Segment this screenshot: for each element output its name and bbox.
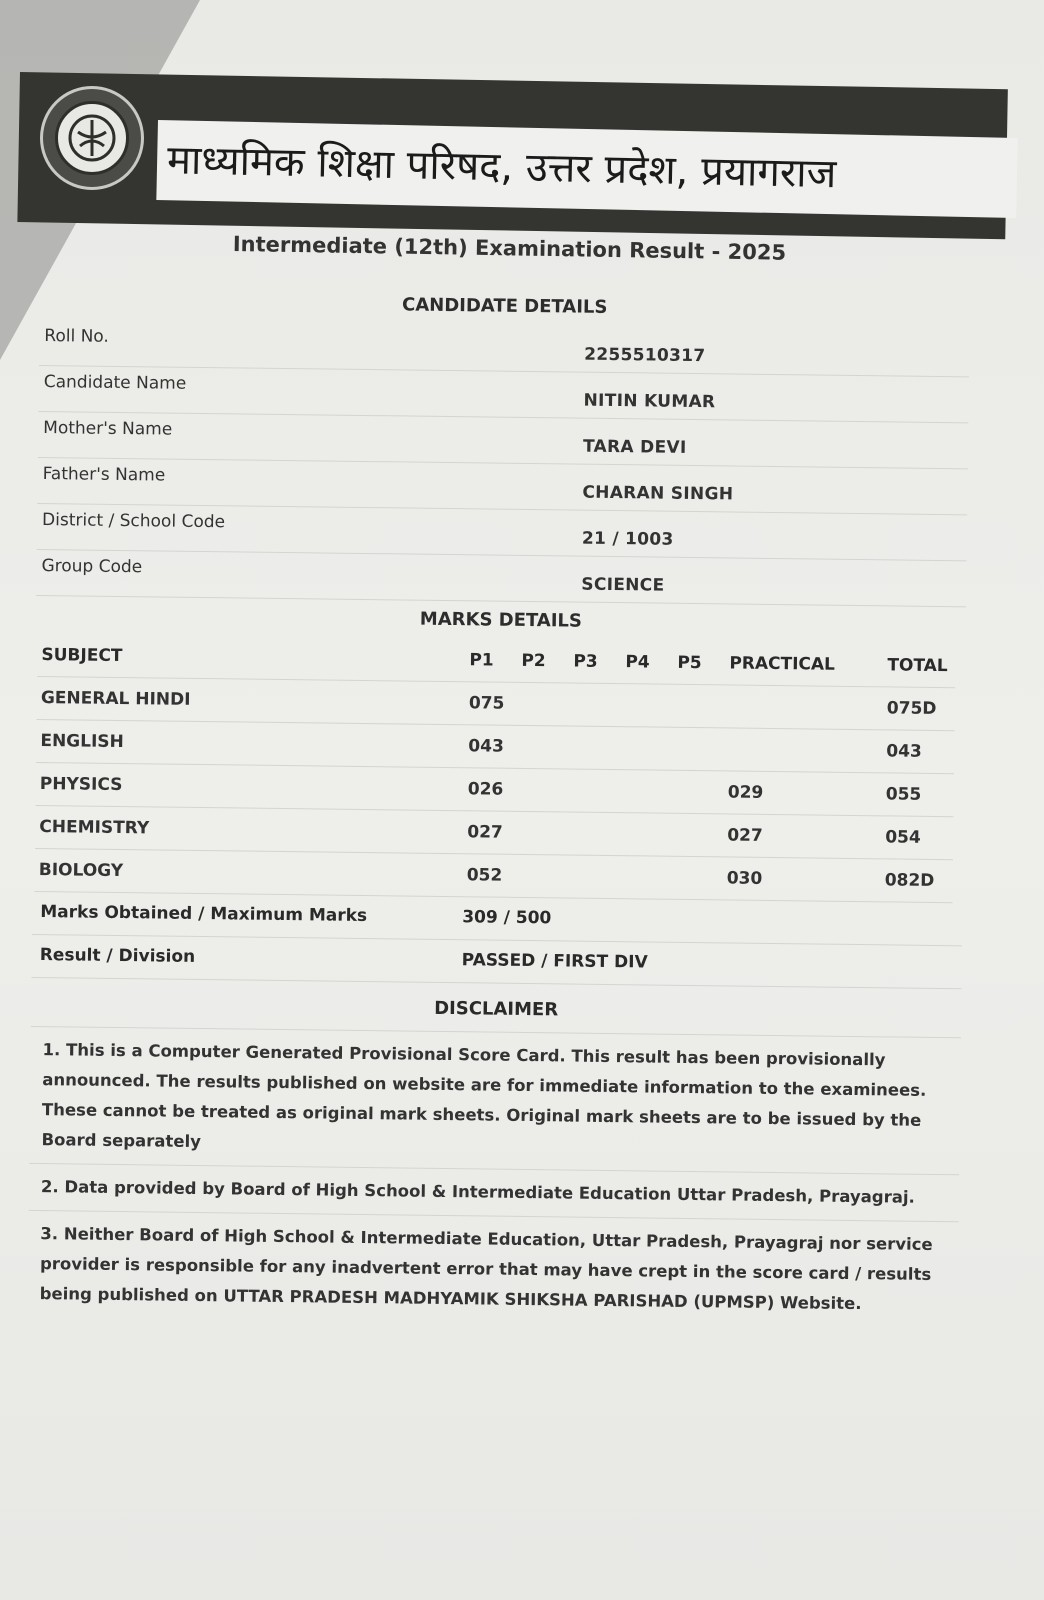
disclaimer-item: 1. This is a Computer Generated Provisional Score Card. This result has been provisionally announced. The results published on website are for immediate information to the examinees. These cannot be treated as original mark sheets. Original mark sheets are to be issued by the Board separately xyxy=(29,1027,961,1175)
board-title-hindi: माध्यमिक शिक्षा परिषद, उत्तर प्रदेश, प्रयागराज xyxy=(156,120,1017,218)
marks-details-heading: MARKS DETAILS xyxy=(419,608,583,632)
cell-p5 xyxy=(671,813,724,857)
cell-p1: 075 xyxy=(465,682,518,726)
cell-subject: ENGLISH xyxy=(36,719,464,767)
cell-p3 xyxy=(567,812,620,856)
cell-subject: GENERAL HINDI xyxy=(37,676,465,724)
cell-practical: 030 xyxy=(723,857,882,902)
detail-label: Mother's Name xyxy=(43,418,173,440)
detail-value: 2255510317 xyxy=(584,344,706,367)
detail-value: CHARAN SINGH xyxy=(582,482,734,505)
cell-p2 xyxy=(516,768,569,812)
cell-practical xyxy=(725,685,884,730)
detail-label: Group Code xyxy=(41,556,143,578)
cell-total: 054 xyxy=(881,816,954,860)
header-p2: P2 xyxy=(517,640,570,683)
header-p3: P3 xyxy=(569,640,622,683)
emblem-inner xyxy=(55,101,129,175)
cell-p2 xyxy=(517,682,570,726)
header-p4: P4 xyxy=(621,641,674,684)
cell-total: 043 xyxy=(882,730,955,774)
cell-p2 xyxy=(515,811,568,855)
cell-subject: CHEMISTRY xyxy=(35,805,463,853)
cell-p1: 027 xyxy=(463,811,516,855)
cell-practical xyxy=(724,728,883,773)
exam-title: Intermediate (12th) Examination Result - 2025 xyxy=(232,232,787,265)
cell-p2 xyxy=(515,854,568,898)
marks-obtained-value: 309 / 500 xyxy=(462,907,552,929)
detail-label: District / School Code xyxy=(41,510,226,533)
cell-p5 xyxy=(672,727,725,771)
cell-practical: 027 xyxy=(723,814,882,859)
disclaimer-heading: DISCLAIMER xyxy=(31,982,961,1038)
cell-p2 xyxy=(516,725,569,769)
cell-p3 xyxy=(568,726,621,770)
cell-total: 075D xyxy=(883,687,956,731)
detail-value: NITIN KUMAR xyxy=(583,390,716,413)
cell-p3 xyxy=(569,683,622,727)
disclaimer-item: 3. Neither Board of High School & Intermediate Education, Uttar Pradesh, Prayagraj nor service provider is responsible for any inadvertent error that may have crept in the score card / results being published on UTTAR PRADESH MADHYAMIK SHIKSHA PARISHAD (UPMSP) Website. xyxy=(39,1224,933,1314)
cell-p1: 043 xyxy=(464,725,517,769)
detail-value: TARA DEVI xyxy=(582,436,687,458)
cell-total: 055 xyxy=(882,773,955,817)
cell-p1: 052 xyxy=(463,854,516,898)
cell-p1: 026 xyxy=(464,768,517,812)
cell-p4 xyxy=(620,770,673,814)
result-division-label: Result / Division xyxy=(39,945,196,967)
cell-p4 xyxy=(621,684,674,728)
detail-label: Candidate Name xyxy=(43,372,187,394)
cell-p3 xyxy=(568,769,621,813)
cell-p4 xyxy=(619,856,672,900)
header-subject: SUBJECT xyxy=(37,634,465,682)
cell-total: 082D xyxy=(880,859,953,903)
detail-value: 21 / 1003 xyxy=(581,528,674,550)
header-p1: P1 xyxy=(465,639,518,682)
cell-subject: PHYSICS xyxy=(36,762,464,810)
candidate-details-heading: CANDIDATE DETAILS xyxy=(401,294,608,318)
cell-p5 xyxy=(673,684,726,728)
cell-subject: BIOLOGY xyxy=(35,848,463,896)
cell-p5 xyxy=(672,770,725,814)
disclaimer-item: 2. Data provided by Board of High School & Intermediate Education Uttar Pradesh, Prayagraj. xyxy=(29,1164,960,1222)
detail-value: SCIENCE xyxy=(581,574,665,596)
result-content xyxy=(27,282,970,1328)
cell-practical: 029 xyxy=(724,771,883,816)
header-practical: PRACTICAL xyxy=(725,642,884,686)
cell-p4 xyxy=(620,727,673,771)
cell-p3 xyxy=(567,855,620,899)
detail-label: Roll No. xyxy=(44,326,109,347)
header-total: TOTAL xyxy=(883,644,956,687)
emblem-mark-icon xyxy=(66,112,118,164)
marks-table xyxy=(35,634,956,903)
cell-p4 xyxy=(619,813,672,857)
upmsp-emblem-icon xyxy=(40,86,144,190)
cell-p5 xyxy=(671,856,724,900)
detail-label: Father's Name xyxy=(42,464,166,486)
header-p5: P5 xyxy=(673,642,726,685)
result-division-value: PASSED / FIRST DIV xyxy=(461,950,648,973)
marks-obtained-label: Marks Obtained / Maximum Marks xyxy=(40,902,368,927)
